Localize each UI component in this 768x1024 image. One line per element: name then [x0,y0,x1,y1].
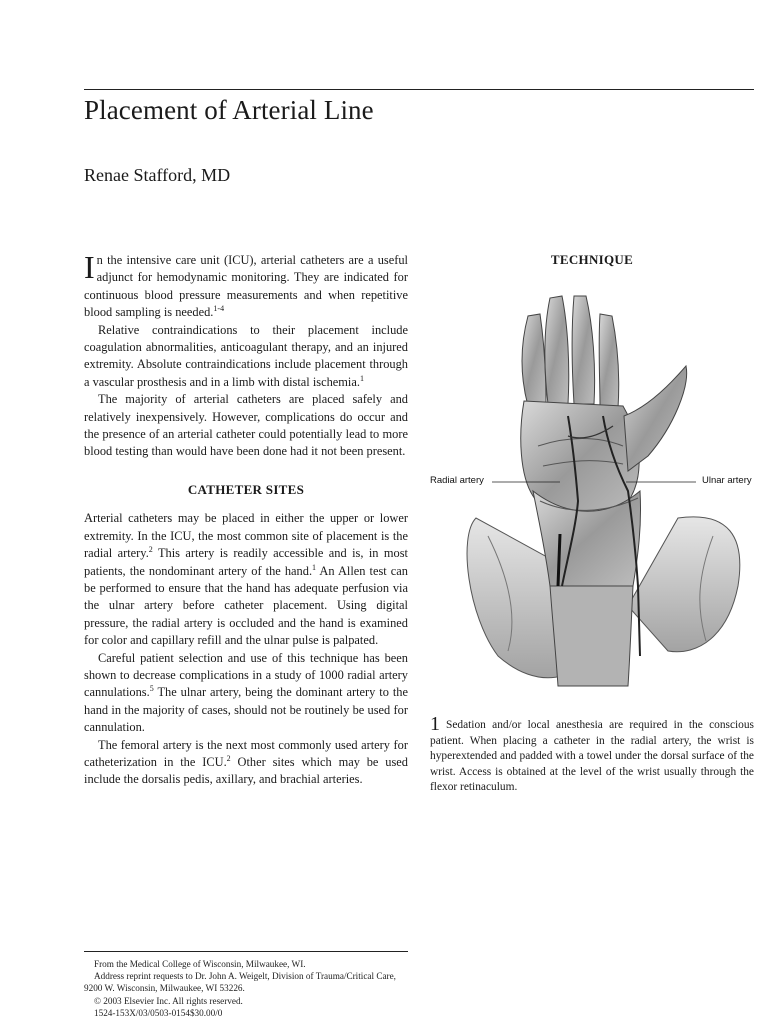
finger [522,314,546,406]
top-rule [84,89,754,90]
footnote-affiliation: From the Medical College of Wisconsin, Milwaukee, WI. [94,959,306,969]
citation: 1-4 [213,304,225,314]
footnote-copyright: © 2003 Elsevier Inc. All rights reserved. [94,995,243,1006]
citation: 2 [226,753,231,763]
citation: 2 [148,544,153,554]
finger [545,296,569,404]
footnotes [84,958,414,1019]
footnote-doi: 1524-153X/03/0503-0154$30.00/0 [94,1007,223,1018]
section-heading-technique: TECHNIQUE [550,252,634,267]
catheter [558,534,560,586]
hand-illustration [428,286,758,696]
intro-paragraph-2: Relative contraindications to their placement include coagulation abnormalities, anticoagulant therapy, and an injured extremity. Absolute contraindications include placement through a vascular prosthesis and in a limb with distal ischemia.$^1$ [84,322,408,389]
step-number: 1 [430,713,440,735]
finger [572,296,595,404]
label-radial-artery: Radial artery [430,475,484,486]
step-text: Sedation and/or local anesthesia are required in the conscious patient. When placing a catheter in the radial artery, the wrist is hyperextended and padded with a towel under the dorsal surface of the wrist. Access is obtained at the level of the wrist usually through the flexor retinaculum. [430,719,754,794]
sites-paragraph-1: Arterial catheters may be placed in either the upper or lower extremity. In the ICU, the most common site of placement is the radial artery.$^2$ This artery is readily accessible and is, in most patients, the nondominant artery of the hand.$^1$ An Allen test can be performed to ensure that the hand has adequate perfusion via the ulnar artery before catheter placement. Using digital pressure, the radial artery is occluded and the hand is examined for color and capillary refill and the ulnar pulse is palpated. [84,511,408,648]
thumb [624,366,687,471]
sites-paragraph-3: The femoral artery is the next most commonly used artery for catheterization in the ICU.$^2$ Other sites which may be used include the dorsalis pedis, axillary, and brachial arteries. [84,737,408,787]
step-1 [430,713,754,796]
finger [599,314,619,408]
section-heading-catheter-sites: CATHETER SITES [187,481,305,497]
citation: 5 [149,684,154,694]
hand-drawing [428,286,758,696]
sites-paragraph-2: Careful patient selection and use of this technique has been shown to decrease complications in a study of 1000 radial artery cannulations.$^5$ The ulnar artery, being the dominant artery to the hand in the majority of cases, should not be routinely be used for cannulation. [84,650,408,735]
footnote-reprint: Address reprint requests to Dr. John A. Weigelt, Division of Trauma/Critical Care, 9200 W. Wisconsin, Milwaukee, WI 53226. [84,971,396,994]
footnote-rule [84,951,408,952]
page-title: Placement of Arterial Line [84,95,374,125]
intro-paragraph-1: In the intensive care unit (ICU), arterial catheters are a useful adjunct for hemodynamic monitoring. They are indicated for continuous blood pressure measurements and when repetitive blood sampling is needed.$^{1-4}$ [84,249,408,320]
intro-paragraph-3: The majority of arterial catheters are placed safely and relatively inexpensively. However, complications do occur and the presence of an arterial catheter could potentially lead to more blood testing than would have been done had it not been present. [84,392,408,459]
label-ulnar-artery: Ulnar artery [702,475,752,486]
author-name: Renae Stafford, MD [84,165,231,185]
left-column [84,249,408,789]
drop-cap: I [84,249,95,285]
citation: 1 [312,562,317,572]
citation: 1 [359,373,364,383]
